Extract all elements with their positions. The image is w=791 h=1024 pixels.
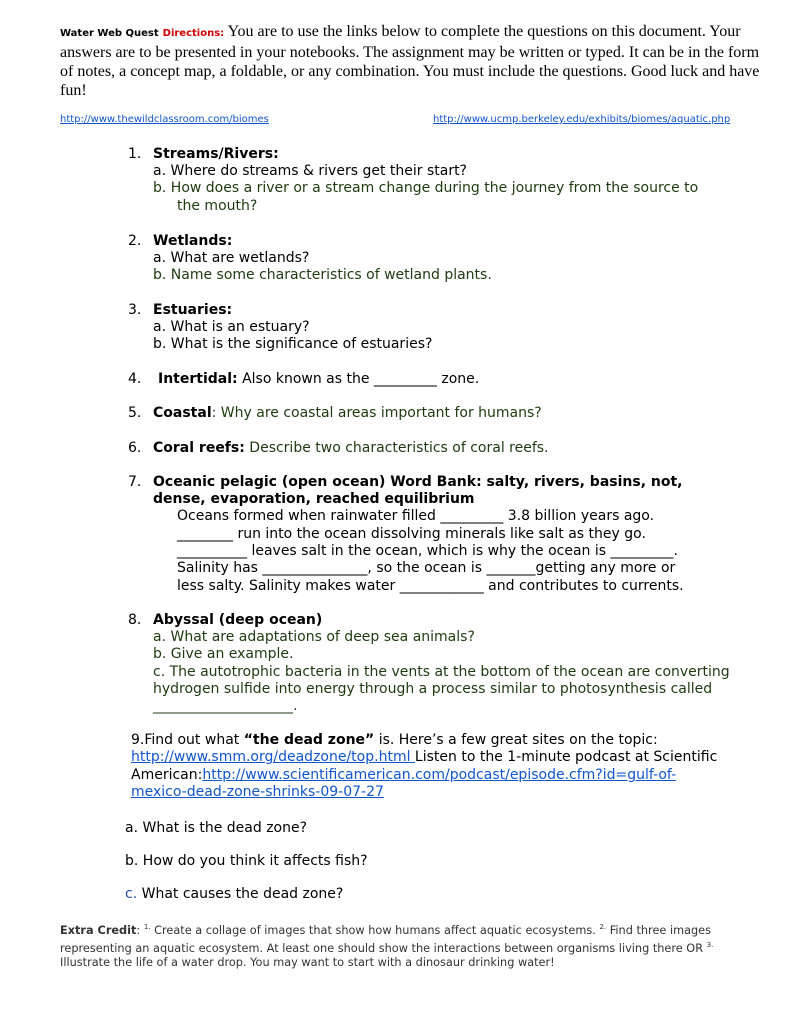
q9-line3 xyxy=(131,767,676,785)
extra-n3: 3. xyxy=(706,940,714,949)
q9-c-text: What causes the dead zone? xyxy=(137,886,344,902)
q9-a: a. What is the dead zone? xyxy=(125,820,308,836)
q8-title: Abyssal (deep ocean) xyxy=(153,612,323,628)
extra-n1: 1. xyxy=(143,923,151,931)
q8-c-line1: c. The autotrophic bacteria in the vents at the bottom of the ocean are converting xyxy=(153,664,730,680)
q3-a: a. What is an estuary? xyxy=(153,319,310,335)
question-2 xyxy=(0,233,791,287)
q2-title: Wetlands: xyxy=(153,233,233,249)
q7-fill-line2: ________ run into the ocean dissolving minerals like salt as they go. xyxy=(177,526,646,542)
question-4 xyxy=(0,371,791,389)
q9-b: b. How do you think it affects fish? xyxy=(125,853,368,869)
q5-line xyxy=(153,405,542,423)
q3-number: 3. xyxy=(128,302,142,318)
q9-c-letter: c. xyxy=(125,886,138,902)
directions-line-3: of notes, a concept map, a foldable, or any combination. You must include the questions. Good luck and have xyxy=(60,63,760,80)
q9-suffix: is. Here’s a few great sites on the topic: xyxy=(374,732,658,748)
wildclassroom-link[interactable]: http://www.thewildclassroom.com/biomes xyxy=(60,114,269,125)
q6-number: 6. xyxy=(128,440,142,456)
q4-line xyxy=(158,371,479,389)
q8-b: b. Give an example. xyxy=(153,646,294,662)
question-3 xyxy=(0,302,791,356)
directions-label: Directions: xyxy=(162,28,225,39)
q4-title: Intertidal: xyxy=(158,371,238,387)
question-1 xyxy=(0,146,791,218)
q8-c-line2: hydrogen sulfide into energy through a process similar to photosynthesis called xyxy=(153,681,713,697)
question-5 xyxy=(0,405,791,423)
scientific-american-link-cont[interactable]: mexico-dead-zone-shrinks-09-07-27 xyxy=(131,784,384,800)
q5-text: : Why are coastal areas important for humans? xyxy=(211,405,542,421)
q1-title: Streams/Rivers: xyxy=(153,146,279,162)
q7-fill-line3: __________ leaves salt in the ocean, which is why the ocean is _________. xyxy=(177,543,678,559)
q6-text: Describe two characteristics of coral reefs. xyxy=(244,440,549,456)
q9-dead-zone: “the dead zone” xyxy=(243,732,375,748)
q1-b-line1: b. How does a river or a stream change during the journey from the source to xyxy=(153,180,699,196)
q2-number: 2. xyxy=(128,233,142,249)
extra-credit xyxy=(60,920,780,970)
question-7 xyxy=(0,474,791,599)
q5-number: 5. xyxy=(128,405,142,421)
q3-b: b. What is the significance of estuaries? xyxy=(153,336,433,352)
extra-t2: Find three images xyxy=(606,923,712,937)
directions-line-2: answers are to be presented in your notebooks. The assignment may be written or typed. It can be in the form xyxy=(60,44,760,61)
question-9 xyxy=(0,732,791,804)
extra-credit-label: Extra Credit xyxy=(60,923,137,937)
scientific-american-link[interactable]: http://www.scientificamerican.com/podcast/episode.cfm?id=gulf-of- xyxy=(202,767,677,783)
q9-american: American: xyxy=(131,767,203,783)
q7-title-line1: Oceanic pelagic (open ocean) Word Bank: salty, rivers, basins, not, xyxy=(153,474,683,490)
q3-title: Estuaries: xyxy=(153,302,233,318)
q1-b-line2: the mouth? xyxy=(177,198,258,214)
q8-c-line3: ____________________. xyxy=(153,698,298,714)
extra-credit-colon: : xyxy=(136,923,144,937)
q7-fill-line4: Salinity has _______________, so the ocean is _______getting any more or xyxy=(177,560,676,576)
extra-line2: representing an aquatic ecosystem. At least one should show the interactions between organisms living there OR xyxy=(60,941,707,955)
directions-line-4: fun! xyxy=(60,82,87,99)
q9-line2 xyxy=(131,749,717,767)
q8-a: a. What are adaptations of deep sea animals? xyxy=(153,629,475,645)
directions-paragraph xyxy=(60,22,760,100)
question-8 xyxy=(0,612,791,722)
q9-line1 xyxy=(131,732,658,750)
q7-fill-line5: less salty. Salinity makes water ____________ and contributes to currents. xyxy=(177,578,684,594)
smm-deadzone-link[interactable]: http://www.smm.org/deadzone/top.html xyxy=(131,749,415,765)
q4-number: 4. xyxy=(128,371,142,387)
q1-a: a. Where do streams & rivers get their start? xyxy=(153,163,467,179)
directions-line-1: You are to use the links below to complete the questions on this document. Your xyxy=(227,23,741,40)
q9-prefix: 9.Find out what xyxy=(131,732,244,748)
q7-title-line2: dense, evaporation, reached equilibrium xyxy=(153,491,475,507)
q7-fill-line1: Oceans formed when rainwater filled _________ 3.8 billion years ago. xyxy=(177,508,655,524)
q2-a: a. What are wetlands? xyxy=(153,250,310,266)
q2-b: b. Name some characteristics of wetland plants. xyxy=(153,267,492,283)
q1-number: 1. xyxy=(128,146,142,162)
q9-c xyxy=(125,886,343,904)
q6-line xyxy=(153,440,549,458)
q9-podcast-text: Listen to the 1-minute podcast at Scientific xyxy=(414,749,718,765)
extra-t1: Create a collage of images that show how humans affect aquatic ecosystems. xyxy=(150,923,600,937)
q4-text: Also known as the _________ zone. xyxy=(237,371,480,387)
q8-number: 8. xyxy=(128,612,142,628)
q7-number: 7. xyxy=(128,474,142,490)
ucmp-link[interactable]: http://www.ucmp.berkeley.edu/exhibits/biomes/aquatic.php xyxy=(433,114,731,125)
q5-title: Coastal xyxy=(153,405,212,421)
q6-title: Coral reefs: xyxy=(153,440,245,456)
question-6 xyxy=(0,440,791,458)
quest-label: Water Web Quest xyxy=(60,28,159,39)
extra-line3: Illustrate the life of a water drop. You may want to start with a dinosaur drinking water! xyxy=(60,955,555,969)
extra-n2: 2. xyxy=(599,923,607,931)
